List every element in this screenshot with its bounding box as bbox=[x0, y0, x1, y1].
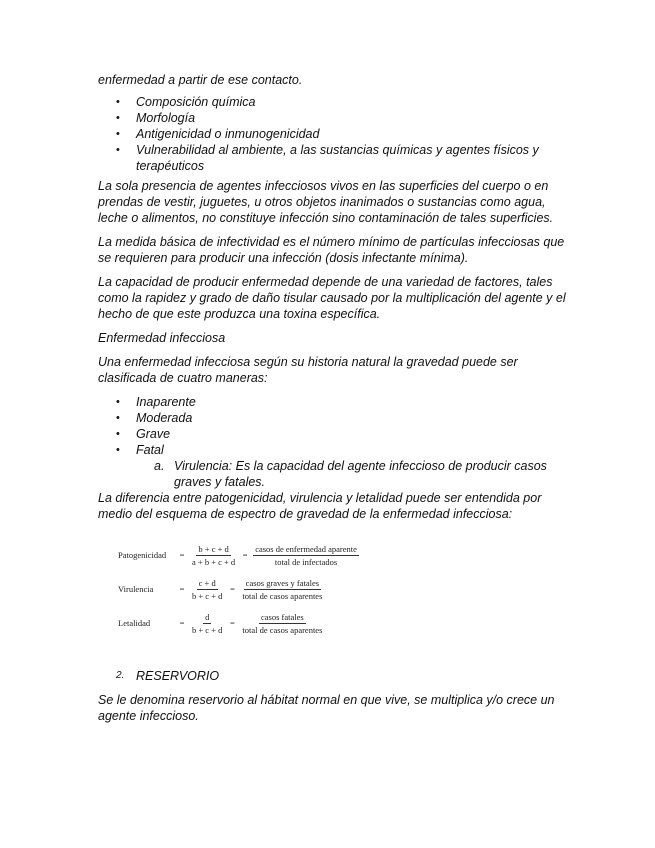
severity-list bbox=[98, 394, 568, 458]
list-item: • Morfología bbox=[136, 110, 568, 126]
fraction bbox=[188, 544, 239, 567]
list-item: • Vulnerabilidad al ambiente, a las sustancias químicas y agentes físicos y terapéuticos bbox=[136, 142, 568, 174]
list-item: • Inaparente bbox=[136, 394, 568, 410]
numerator: casos fatales bbox=[261, 611, 304, 622]
factors-list bbox=[98, 94, 568, 174]
numerator: b + c + d bbox=[198, 543, 229, 554]
section-title: RESERVORIO bbox=[136, 669, 220, 683]
list-item bbox=[154, 458, 568, 490]
denominator: total de casos aparentes bbox=[242, 624, 323, 635]
intro-line: enfermedad a partir de ese contacto. bbox=[98, 73, 303, 87]
list-item: • Grave bbox=[136, 426, 568, 442]
equals-sign: = bbox=[179, 584, 185, 594]
heading-infectious-disease: Enfermedad infecciosa bbox=[98, 331, 226, 345]
fraction bbox=[238, 578, 326, 601]
numerator: c + d bbox=[198, 577, 216, 588]
equals-sign: = bbox=[229, 584, 235, 594]
formula-block bbox=[118, 544, 568, 634]
virulence-list bbox=[98, 458, 568, 490]
numerator: casos graves y fatales bbox=[245, 577, 320, 588]
list-item: • Composición química bbox=[136, 94, 568, 110]
list-item: • Fatal bbox=[136, 442, 568, 458]
paragraph-infectivity: La medida básica de infectividad es el número mínimo de partículas infecciosas que se requieren para producir una infección (dosis infectante mínima). bbox=[98, 235, 565, 265]
formula-name: Patogenicidad bbox=[118, 550, 167, 560]
denominator: total de casos aparentes bbox=[242, 590, 323, 601]
section-heading bbox=[98, 668, 568, 684]
fraction bbox=[238, 612, 326, 635]
paragraph-classification: Una enfermedad infecciosa según su historia natural la gravedad puede ser clasificada de cuatro maneras: bbox=[98, 355, 518, 385]
list-item: • Moderada bbox=[136, 410, 568, 426]
list-marker: a. bbox=[154, 459, 165, 473]
numerator: d bbox=[205, 611, 210, 622]
numerator: casos de enfermedad aparente bbox=[255, 543, 357, 554]
denominator: total de infectados bbox=[274, 556, 338, 567]
equals-sign: = bbox=[179, 550, 185, 560]
formula-lethality bbox=[118, 612, 568, 634]
fraction bbox=[188, 612, 226, 635]
paragraph-difference: La diferencia entre patogenicidad, virulencia y letalidad puede ser entendida por medio del esquema de espectro de gravedad de la enfermedad infecciosa: bbox=[98, 491, 542, 521]
formula-pathogenicity bbox=[118, 544, 568, 566]
denominator: a + b + c + d bbox=[192, 556, 236, 567]
equals-sign: = bbox=[242, 550, 248, 560]
equals-sign: = bbox=[229, 618, 235, 628]
formula-name: Virulencia bbox=[118, 584, 154, 594]
paragraph-reservoir: Se le denomina reservorio al hábitat normal en que vive, se multiplica y/o crece un agente infeccioso. bbox=[98, 693, 555, 723]
section-reservorio bbox=[98, 668, 568, 724]
section-number: 2. bbox=[116, 670, 125, 681]
list-item: • Antigenicidad o inmunogenicidad bbox=[136, 126, 568, 142]
equals-sign: = bbox=[179, 618, 185, 628]
denominator: b + c + d bbox=[192, 624, 223, 635]
formula-name: Letalidad bbox=[118, 618, 151, 628]
virulence-definition: Virulencia: Es la capacidad del agente infeccioso de producir casos graves y fatales. bbox=[174, 459, 547, 489]
denominator: b + c + d bbox=[192, 590, 223, 601]
paragraph-contamination: La sola presencia de agentes infecciosos vivos en las superficies del cuerpo o en prendas de vestir, juguetes, u otros objetos inanimados o sustancias como agua, leche o alimentos, no constituye infección sino contaminación de tales superficies. bbox=[98, 179, 554, 225]
formula-virulence bbox=[118, 578, 568, 600]
fraction bbox=[251, 544, 361, 567]
paragraph-disease-capacity: La capacidad de producir enfermedad depende de una variedad de factores, tales como la rapidez y grado de daño tisular causado por la multiplicación del agente y el hecho de que este produzca una toxina específica. bbox=[98, 275, 566, 321]
fraction bbox=[188, 578, 226, 601]
document-page bbox=[98, 72, 568, 732]
